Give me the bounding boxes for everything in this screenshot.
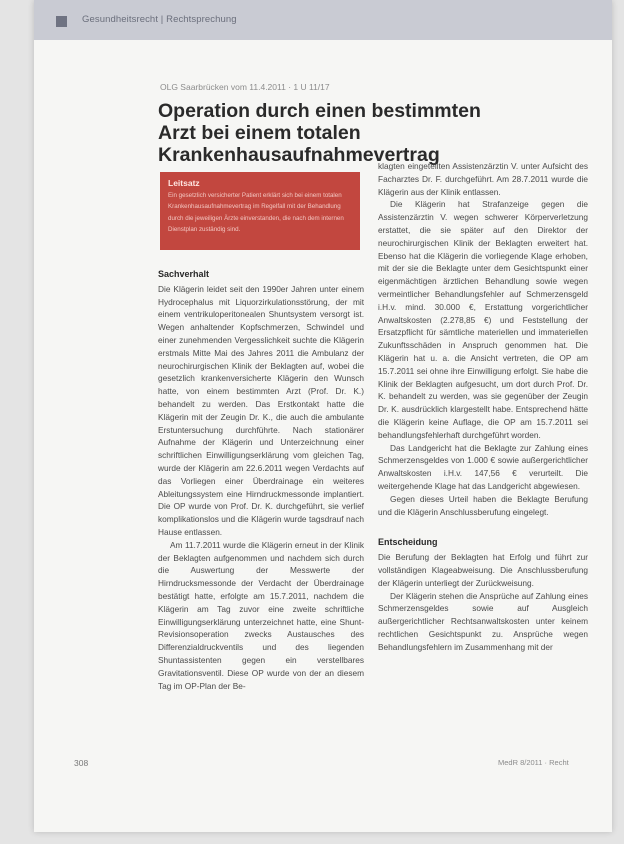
left-column: [158, 268, 364, 692]
paragraph: Die Berufung der Beklagten hat Erfolg und führt zur vollständigen Klageabweisung. Die Anschlussberufung der Klägerin unterliegt der Zurückweisung.: [378, 552, 588, 588]
right-column: [378, 160, 588, 653]
page-number: 308: [74, 758, 89, 768]
section-marker-icon: [56, 16, 67, 27]
paragraph: Am 11.7.2011 wurde die Klägerin erneut in der Klinik der Beklagten aufgenommen und nachdem sich durch die Auswertung der Messwerte der Hirndrucksmessonde der Verdacht der Überdrainage bestätigt hatte, erfolgte am 15.7.2011, nachdem die Klägerin am Tag zuvor eine zweite schriftliche Einwilligungserklärung unterzeichnet hatte, eine Shunt-Revisionsoperation zwecks Austausches des Differenzialdruckventils und des liegenden Shuntassistenten gegen ein verstellbares Gravitationsventil. Diese OP wurde von der an diesem Tag im OP-Plan der Be-: [158, 539, 364, 691]
paragraph: Die Klägerin leidet seit den 1990er Jahren unter einem Hydrocephalus mit Liquorzirkulationsstörung, der mit einem ventrikuloperitonealen Shuntsystem versorgt ist. Wegen anhaltender Kopfschmerzen, Schwindel und einer zunehmenden Vergesslichkeit suchte die Klägerin erstmals Mitte Mai des Jahres 2011 die Ambulanz der neurochirurgischen Klinik der Beklagten auf, wobei die gesetzlich krankenversicherte Klägerin den Wunsch hatte, von einem bestimmten Arzt (Prof. Dr. K.) behandelt zu werden. Das Erstkontakt hatte die Klägerin mit der Zeugin Dr. K., die auch die ambulante Erstuntersuchung durchführte. Nach stationärer Aufnahme der Klägerin und Unterzeichnung einer schriftlichen Einwilligungserklärung vom gleichen Tag, wurde der Klägerin am 22.6.2011 wegen Verdachts auf das Vorliegen einer Überdrainage ein weiteres Ableitungssystem eine Hirndruckmessonde implantiert. Die OP wurde von Prof. Dr. K. durchgeführt, sie verlief komplikationslos und die Klägerin wurde tagsdrauf nach Hause entlassen.: [158, 283, 364, 537]
journal-source: MedR 8/2011 · Recht: [498, 758, 569, 767]
paragraph: Gegen dieses Urteil haben die Beklagte Berufung und die Klägerin Anschlussberufung eingelegt.: [378, 493, 588, 517]
case-citation: OLG Saarbrücken vom 11.4.2011 · 1 U 11/17: [160, 82, 330, 92]
leitsatz-heading: Leitsatz: [168, 178, 200, 188]
section-heading-sachverhalt: Sachverhalt: [158, 269, 210, 279]
paragraph: Das Landgericht hat die Beklagte zur Zahlung eines Schmerzensgeldes von 1.000 € sowie außergerichtlicher Anwaltskosten i.H.v. 147,56 € verurteilt. Die weitergehende Klage hat das Landgericht abgewiesen.: [378, 442, 588, 491]
section-heading-entscheidung: Entscheidung: [378, 537, 438, 548]
page-sheet: [34, 0, 612, 832]
article-title: Operation durch einen bestimmten Arzt bei einem totalen Krankenhausaufnahmevertrag: [158, 100, 481, 166]
header-band: [34, 0, 612, 40]
leitsatz-text: Ein gesetzlich versicherter Patient erklärt sich bei einem totalen Krankenhausaufnahmevertrag im Regelfall mit der Behandlung durch die jeweiligen Ärzte einverstanden, die nach dem internen Dienstplan zuständig sind.: [168, 192, 344, 233]
paragraph: Die Klägerin hat Strafanzeige gegen die Assistenzärztin V. wegen schwerer Körperverletzung erstattet, die sie später auf den Direktor der neurochirurgischen Klinik der Beklagten erweitert hat. Ebenso hat die Klägerin die vorliegende Klage erhoben, mit der sie die Beklagte unter dem Gesichtspunkt einer eigenmächtigen ärztlichen Behandlung sowie wegen vermeintlicher Behandlungsfehler auf Schmerzensgeld i.H.v. mind. 30.000 €, Erstattung vorgerichtlicher Anwaltskosten (2.278,85 €) und Feststellung der Ersatzpflicht für sämtliche materiellen und immateriellen Zukunftsschäden in Anspruch genommen hat. Die Klägerin hat u. a. die Ansicht vertreten, die OP am 15.7.2011 sei ohne ihre Einwilligung erfolgt. Sie habe die Klinik der Beklagten aufgesucht, um dort durch Prof. Dr. K. behandelt zu werden, was sie gegenüber der Zeugin Dr. K. ausdrücklich klargestellt habe. Entsprechend hätte die Klägerin keine Auflage, die OP am 15.7.2011 sei behandlungsfehlerhaft durchgeführt worden.: [378, 199, 588, 440]
leitsatz-box: [160, 172, 360, 250]
section-header: Gesundheitsrecht | Rechtsprechung: [82, 14, 237, 25]
paragraph: klagten eingeteilten Assistenzärztin V. unter Aufsicht des Facharztes Dr. F. durchgeführt. Am 28.7.2011 wurde die Klägerin aus der Klinik entlassen.: [378, 161, 588, 197]
paragraph: Der Klägerin stehen die Ansprüche auf Zahlung eines Schmerzensgeldes sowie auf Ausgleich außergerichtlicher Rechtsanwaltskosten unter keinem rechtlichen Gesichtspunkt zu. Ansprüche wegen Behandlungsfehlern im Zusammenhang mit der: [378, 590, 588, 652]
